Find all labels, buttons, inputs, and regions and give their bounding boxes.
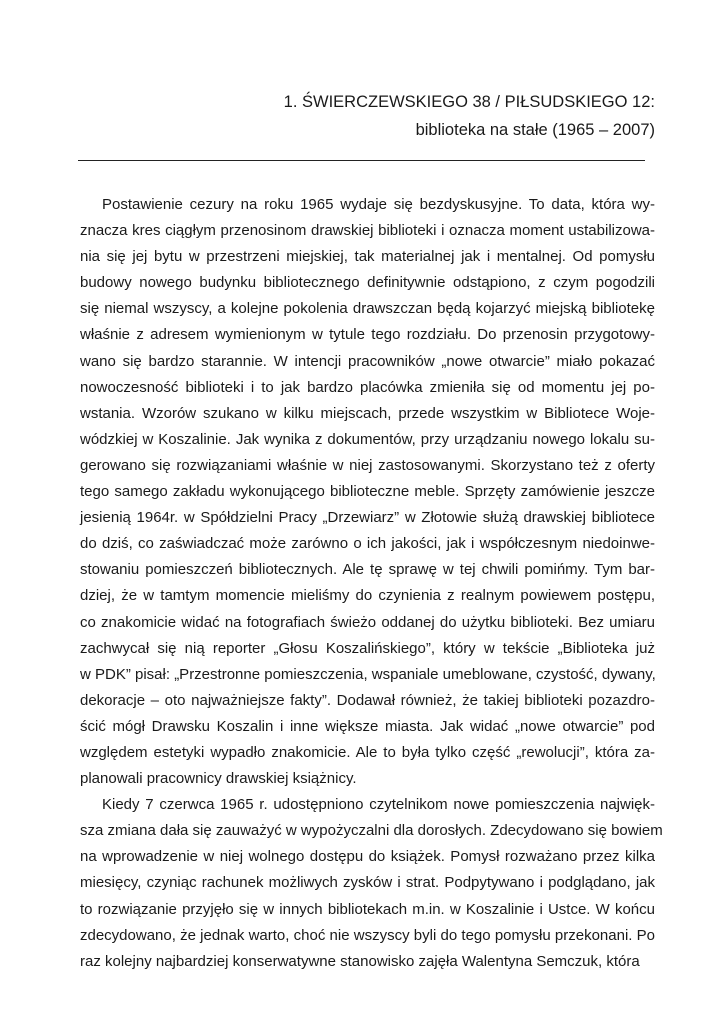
- body-line: to rozwiązanie przyjęło się w innych bibliotekach m.in. w Koszalinie i Ustce. W końcu: [80, 900, 655, 918]
- chapter-subtitle: biblioteka na stałe (1965 – 2007): [415, 121, 655, 139]
- body-line: Postawienie cezury na roku 1965 wydaje się bezdyskusyjne. To data, która wy-: [102, 196, 655, 213]
- chapter-heading: [284, 88, 655, 144]
- body-line: wstania. Wzorów szukano w kilku miejscach, przede wszystkim w Bibliotece Woje-: [80, 404, 655, 422]
- body-line: budowy nowego budynku bibliotecznego definitywnie odstąpiono, z czym pogodzili: [80, 274, 655, 292]
- body-line: nowoczesność biblioteki i to jak bardzo placówka zmieniła się od momentu jej po-: [80, 378, 655, 396]
- body-line: gerowano się rozwiązaniami właśnie w niej zastosowanymi. Skorzystano też z oferty: [80, 456, 655, 474]
- body-line: wano się bardzo starannie. W intencji pracowników „nowe otwarcie” miało pokazać: [80, 352, 655, 370]
- body-line: dekoracje – oto najważniejsze fakty”. Dodawał również, że takiej biblioteki pozazdro-: [80, 691, 655, 709]
- body-line: stowaniu pomieszczeń bibliotecznych. Ale tę sprawę w tej chwili pomińmy. Tym bar-: [80, 561, 655, 579]
- body-line: na wprowadzenie w niej wolnego dostępu do książek. Pomysł rozważano przez kilka: [80, 848, 655, 866]
- body-line: co znakomicie widać na fotografiach świeżo oddanej do użytku biblioteki. Bez umiaru: [80, 613, 655, 631]
- body-line: się niemal wszyscy, a kolejne pokolenia drawszczan będą kojarzyć miejską bibliotekę: [80, 300, 655, 318]
- body-line: względem estetyki wypadło znakomicie. Ale to była tylko część „rewolucji”, która za-: [80, 743, 655, 761]
- body-line: tego samego zakładu wykonującego biblioteczne meble. Sprzęty zamówienie jeszcze: [80, 483, 655, 501]
- chapter-title: 1. ŚWIERCZEWSKIEGO 38 / PIŁSUDSKIEGO 12:: [283, 93, 655, 111]
- body-line: do dziś, co zaświadczać może zarówno o ich jakości, jak i współczesnym niedoinwe-: [80, 535, 655, 553]
- body-text: [80, 192, 663, 975]
- body-line: ścić mógł Drawsku Koszalin i inne większe miasta. Jak widać „nowe otwarcie” pod: [80, 717, 655, 735]
- body-line: w PDK” pisał: „Przestronne pomieszczenia, wspaniale umeblowane, czystość, dywany,: [80, 665, 656, 683]
- body-line: jesienią 1964r. w Spółdzielni Pracy „Drzewiarz” w Złotowie służą drawskiej bibliotece: [80, 509, 655, 527]
- body-line: Kiedy 7 czerwca 1965 r. udostępniono czytelnikom nowe pomieszczenia najwięk-: [102, 796, 655, 814]
- body-line: nia się jej bytu w przestrzeni miejskiej, tak materialnej jak i mentalnej. Od pomysłu: [80, 248, 655, 266]
- body-line: znacza kres ciągłym przenosinom drawskiej biblioteki i oznacza moment ustabilizowa-: [80, 222, 655, 240]
- body-line: sza zmiana dała się zauważyć w wypożyczalni dla dorosłych. Zdecydowano się bowiem: [80, 822, 663, 840]
- body-line: właśnie z adresem wymienionym w tytule tego rozdziału. Do przenosin przygotowy-: [80, 326, 655, 344]
- heading-underline-rule: [78, 160, 645, 161]
- body-line: planowali pracownicy drawskiej książnicy.: [80, 770, 357, 788]
- body-line: wódzkiej w Koszalinie. Jak wynika z dokumentów, przy urządzaniu nowego lokalu su-: [80, 430, 655, 448]
- body-line: zdecydowano, że jednak warto, choć nie wszyscy byli do tego pomysłu przekonani. Po: [80, 926, 655, 944]
- body-line: miesięcy, czyniąc rachunek możliwych zysków i strat. Podpytywano i podglądano, jak: [80, 874, 655, 892]
- body-line: zachwycał się nią reporter „Głosu Koszalińskiego”, który w tekście „Biblioteka już: [80, 639, 655, 657]
- body-line: dziej, że w tamtym momencie mieliśmy do czynienia z realnym powiewem postępu,: [80, 587, 655, 605]
- body-line: raz kolejny najbardziej konserwatywne stanowisko zajęła Walentyna Semczuk, która: [80, 952, 640, 970]
